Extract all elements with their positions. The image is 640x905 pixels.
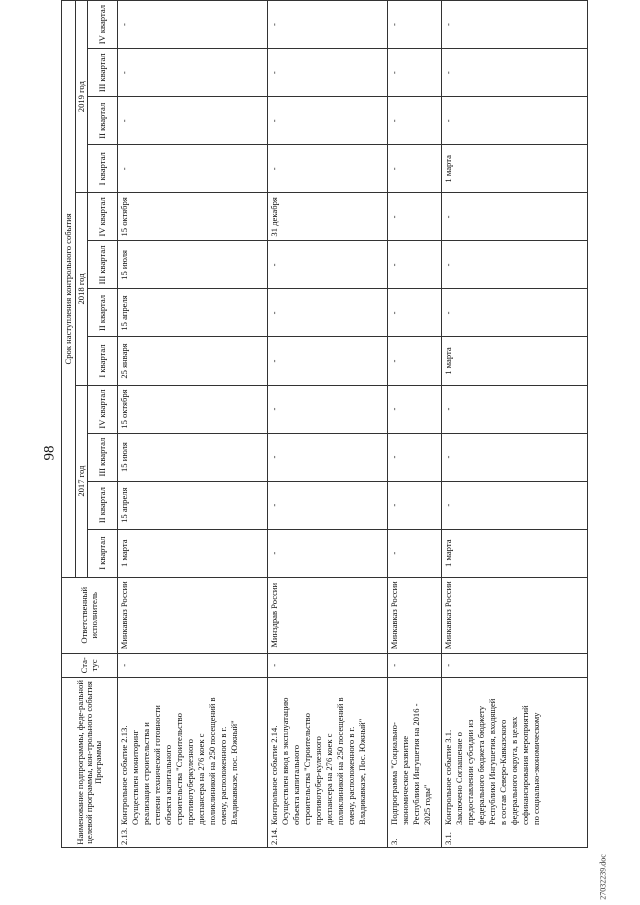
deadline-cell: -	[442, 193, 588, 241]
deadline-cell: 15 июля	[118, 241, 268, 289]
status-cell: -	[388, 653, 442, 677]
header-quarter: I квартал	[88, 529, 118, 577]
deadline-cell: 1 марта	[442, 337, 588, 385]
deadline-cell: -	[388, 481, 442, 529]
deadline-cell: -	[268, 481, 388, 529]
header-year-2017: 2017 год	[76, 385, 88, 577]
header-quarter: III квартал	[88, 49, 118, 97]
deadline-cell: -	[268, 49, 388, 97]
deadline-cell: -	[388, 193, 442, 241]
deadline-cell: -	[442, 241, 588, 289]
deadline-cell: -	[118, 145, 268, 193]
event-name-cell	[388, 677, 442, 847]
executor-cell: Минкавказ России	[442, 577, 588, 653]
header-year-2019: 2019 год	[76, 1, 88, 193]
event-number: 3.1.	[443, 832, 454, 845]
header-quarter: II квартал	[88, 481, 118, 529]
table-header	[62, 1, 118, 848]
table-row	[268, 1, 388, 848]
header-quarter: II квартал	[88, 97, 118, 145]
table-row	[388, 1, 442, 848]
deadline-cell: -	[388, 49, 442, 97]
event-name-cell	[442, 677, 588, 847]
header-executor: Ответственный исполнитель	[62, 577, 118, 653]
deadline-cell: -	[388, 97, 442, 145]
deadline-cell: 15 апреля	[118, 289, 268, 337]
deadline-cell: -	[268, 97, 388, 145]
status-cell: -	[268, 653, 388, 677]
deadline-cell: -	[442, 97, 588, 145]
deadline-cell: 31 декабря	[268, 193, 388, 241]
event-text: Подпрограмма "Социально-экономическое развитие Республики Ингушетия на 2016 - 2025 годы"	[389, 703, 433, 825]
document-code: 27032239.doc	[598, 854, 608, 900]
header-quarter: III квартал	[88, 433, 118, 481]
event-name-cell	[118, 677, 268, 847]
deadline-cell: -	[442, 385, 588, 433]
deadline-cell: -	[388, 529, 442, 577]
header-quarter: I квартал	[88, 145, 118, 193]
deadline-cell: -	[268, 529, 388, 577]
page-number: 98	[41, 445, 58, 461]
deadline-cell: -	[268, 1, 388, 49]
deadline-cell: -	[268, 337, 388, 385]
deadline-cell: -	[388, 241, 442, 289]
header-year-2018: 2018 год	[76, 193, 88, 385]
deadline-cell: -	[388, 145, 442, 193]
header-quarter: II квартал	[88, 289, 118, 337]
deadline-cell: 25 января	[118, 337, 268, 385]
deadline-cell: -	[388, 433, 442, 481]
deadline-cell: 15 июля	[118, 433, 268, 481]
status-cell: -	[118, 653, 268, 677]
deadline-cell: -	[118, 97, 268, 145]
deadline-cell: -	[268, 289, 388, 337]
deadline-cell: 15 апреля	[118, 481, 268, 529]
event-name-cell	[268, 677, 388, 847]
event-text: Контрольное событие 2.13. Осуществлен мониторинг реализации строительства и степени технической готовности объекта капитального строительства "Строительство противотуберкулезного диспансера на 276 коек с поликлиникой на 250 посещений в смену, расположенного в г. Владикавказе, пос. Южный"	[119, 697, 240, 825]
deadline-cell: -	[442, 1, 588, 49]
deadline-cell: -	[268, 145, 388, 193]
event-number: 2.14.	[269, 827, 280, 845]
deadline-cell: 1 марта	[442, 145, 588, 193]
event-number: 2.13.	[119, 827, 130, 845]
deadline-cell: -	[268, 241, 388, 289]
header-quarter: IV квартал	[88, 1, 118, 49]
deadline-cell: -	[118, 1, 268, 49]
deadline-cell: -	[388, 1, 442, 49]
header-quarter: I квартал	[88, 337, 118, 385]
deadline-cell: 1 марта	[442, 529, 588, 577]
header-name: Наименование подпрограммы, феде-ральной целевой программы, кон-трольного события Программы	[62, 677, 118, 847]
executor-cell: Минкавказ России	[118, 577, 268, 653]
status-cell: -	[442, 653, 588, 677]
deadline-cell: -	[388, 385, 442, 433]
event-text: Контрольное событие 3.1. Заключено Соглашение о предоставлении субсидии из федерального бюджета бюджету Республики Ингушетия, входящей в состав Северо-Кавказского федерального округа, в целях софинансирования мероприятий по социально-экономическому	[443, 698, 542, 825]
header-quarter: IV квартал	[88, 193, 118, 241]
rotated-table-container	[61, 0, 565, 848]
deadline-cell: -	[118, 49, 268, 97]
header-quarter: III квартал	[88, 241, 118, 289]
deadline-cell: 1 марта	[118, 529, 268, 577]
executor-cell: Минздрав России	[268, 577, 388, 653]
event-number: 3.	[389, 838, 400, 845]
deadline-cell: -	[388, 289, 442, 337]
schedule-table	[61, 0, 588, 848]
table-row	[118, 1, 268, 848]
header-status: Ста-тус	[62, 653, 118, 677]
table-body	[118, 1, 588, 848]
deadline-cell: -	[388, 337, 442, 385]
deadline-cell: -	[442, 481, 588, 529]
deadline-cell: -	[442, 289, 588, 337]
deadline-cell: 15 октября	[118, 193, 268, 241]
deadline-cell: -	[268, 433, 388, 481]
header-deadline: Срок наступления контрольного события	[62, 1, 76, 578]
deadline-cell: 15 октября	[118, 385, 268, 433]
deadline-cell: -	[442, 49, 588, 97]
header-quarter: IV квартал	[88, 385, 118, 433]
deadline-cell: -	[442, 433, 588, 481]
executor-cell: Минкавказ России	[388, 577, 442, 653]
event-text: Контрольное событие 2.14. Осуществлен ввод в эксплуатацию объекта капитального строительства "Строительство противотубер-кулезного диспансера на 276 коек с поликлиникой на 250 посещений в смену, расположенного в г. Владикавказе, Пос. Южный"	[269, 697, 368, 825]
deadline-cell: -	[268, 385, 388, 433]
table-row	[442, 1, 588, 848]
